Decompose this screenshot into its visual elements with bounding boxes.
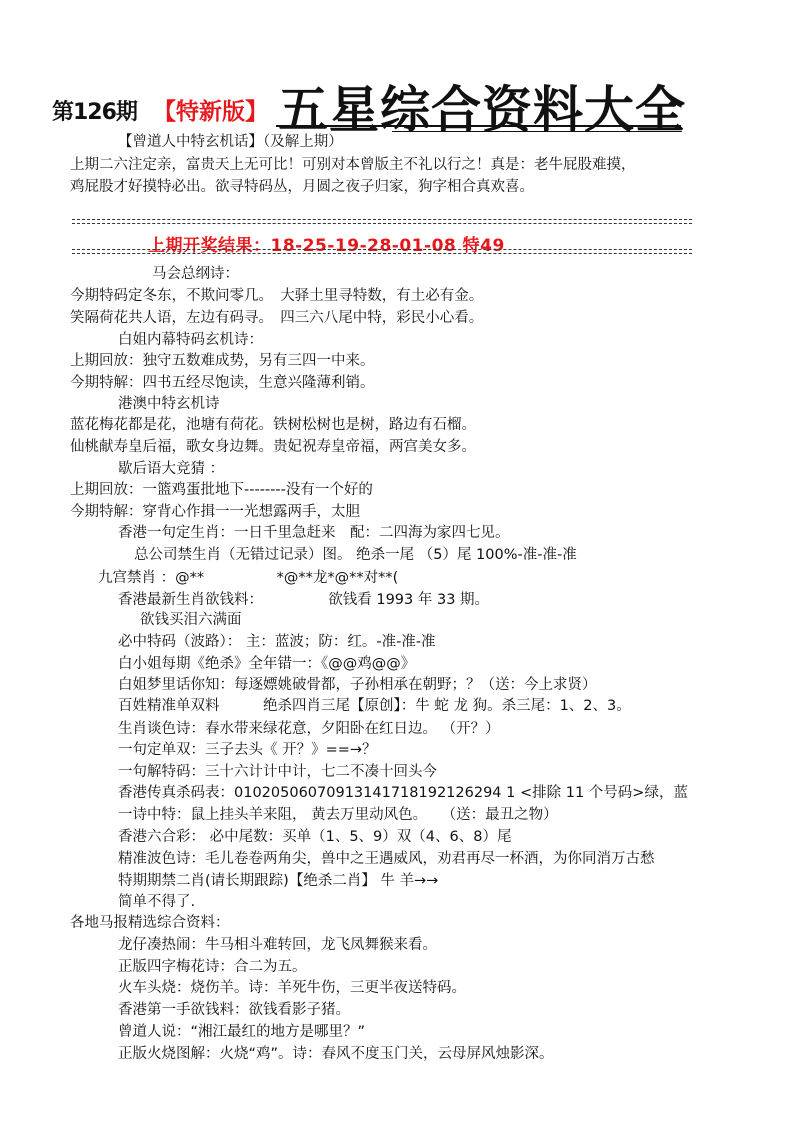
line-16: 香港一句定生肖：一日千里急赶来 配：二四海为家四七见。 [118, 525, 510, 541]
line-12: 仙桃献寿皇后福，歌女身边舞。贵妃祝寿皇帝福，两宫美女多。 [70, 439, 476, 455]
line-10: 港澳中特玄机诗 [118, 396, 220, 412]
line-21: 必中特码（波路）： 主：蓝波；防：红。-准-准-准 [118, 634, 436, 650]
separator [72, 249, 692, 250]
separator [72, 219, 692, 220]
line-26: 一句定单双：三子去头《 开？》==→？ [118, 742, 377, 758]
line-13: 歇后语大竞猜 ： [118, 461, 225, 477]
separator [72, 223, 692, 224]
line-33: 简单不得了. [118, 894, 196, 910]
line-30: 香港六合彩： 必中尾数：买单（1、5、9）双（4、6、8）尾 [118, 829, 512, 845]
edition-tag: 【特新版】 [153, 99, 268, 125]
line-20: 欲钱买泪六满面 [140, 612, 242, 628]
line-37: 火车头烧：烧伤羊。诗：羊死牛伤，三更半夜送特码。 [118, 980, 466, 996]
last-draw-result: 上期开奖结果：18-25-19-28-01-08 特49 [148, 236, 505, 256]
line-34: 各地马报精选综合资料： [70, 915, 230, 931]
line-6: 笑隔荷花共人语，左边有码寻。 四三六八尾中特，彩民小心看。 [70, 310, 484, 326]
line-40: 正版火烧图解：火烧“鸡”。诗：春风不度玉门关，云母屏风烛影深。 [118, 1046, 554, 1062]
line-27: 一句解特码：三十六计计中计，七二不凑十回头今 [118, 764, 437, 780]
line-5: 今期特码定冬东，不欺问零几。 大驿土里寻特数，有土必有金。 [70, 288, 484, 304]
line-17: 总公司禁生肖（无错过记录）图。 绝杀一尾 （5）尾 100%-准-准-准 [134, 547, 577, 563]
line-7: 白姐内幕特码玄机诗： [118, 332, 263, 348]
line-39: 曾道人说：“湘江最红的地方是哪里？” [118, 1024, 366, 1040]
line-3: 鸡屁股才好摸特必出。欲寻特码丛，月圆之夜子归家，狗字相合真欢喜。 [70, 179, 534, 195]
line-14: 上期回放：一篮鸡蛋批地下--------没有一个好的 [70, 482, 373, 498]
line-35: 龙仔凑热闹：牛马相斗难转回，龙飞凤舞猴来看。 [118, 937, 437, 953]
title-underline [276, 125, 681, 127]
separator [72, 253, 692, 254]
title-underline-2 [392, 131, 682, 132]
line-4: 马会总纲诗： [152, 266, 239, 282]
line-11: 蓝花梅花都是花，池塘有荷花。铁树松树也是树，路边有石榴。 [70, 417, 476, 433]
page-title: 五星综合资料大全 [278, 80, 686, 139]
line-22: 白小姐每期《绝杀》全年错一：《@@鸡@@》 [118, 656, 416, 672]
line-24: 百姓精准单双料 绝杀四肖三尾【原创】：牛 蛇 龙 狗。杀三尾：1、2、3。 [118, 698, 631, 714]
line-19: 香港最新生肖欲钱料： 欲钱看 1993 年 33 期。 [118, 592, 490, 608]
line-1: 【曾道人中特玄机话】（及解上期） [118, 134, 343, 150]
line-31: 精准波色诗：毛儿卷卷两角尖，兽中之王遇威风，劝君再尽一杯酒，为你同消万古愁 [118, 851, 655, 867]
line-29: 一诗中特：鼠上挂头羊来阻， 黄去万里动风色。 （送：最丑之物） [118, 807, 558, 823]
line-15: 今期特解：穿背心作揖一一光想露两手，太胆 [70, 504, 360, 520]
line-8: 上期回放：独守五数难成势，另有三四一中来。 [70, 353, 375, 369]
line-36: 正版四字梅花诗：合二为五。 [118, 959, 307, 975]
line-32: 特期期禁二肖(请长期跟踪)【绝杀二肖】 牛 羊→→ [118, 873, 439, 889]
line-38: 香港第一手欲钱料：欲钱看影子猪。 [118, 1002, 350, 1018]
line-25: 生肖谈色诗：春水带来绿花意，夕阳卧在红日边。 （开？） [118, 721, 500, 737]
issue-number: 第126期 [52, 100, 137, 125]
line-9: 今期特解：四书五经尽饱读，生意兴隆薄利销。 [70, 375, 375, 391]
line-2: 上期二六注定亲，富贵天上无可比！可别对本曾版主不礼以行之！真是：老牛屁股难摸， [70, 157, 636, 173]
line-23: 白姐梦里话你知：每逐嫖姚破骨都，子孙相承在朝野；？（送：今上求贤） [118, 677, 597, 693]
line-18: 九宫禁肖 ：@** *@**龙*@**对**( [98, 570, 399, 586]
line-28: 香港传真杀码表：01020506070913141718192126294 1 <排除 11 个号码>绿，蓝 [118, 785, 688, 801]
